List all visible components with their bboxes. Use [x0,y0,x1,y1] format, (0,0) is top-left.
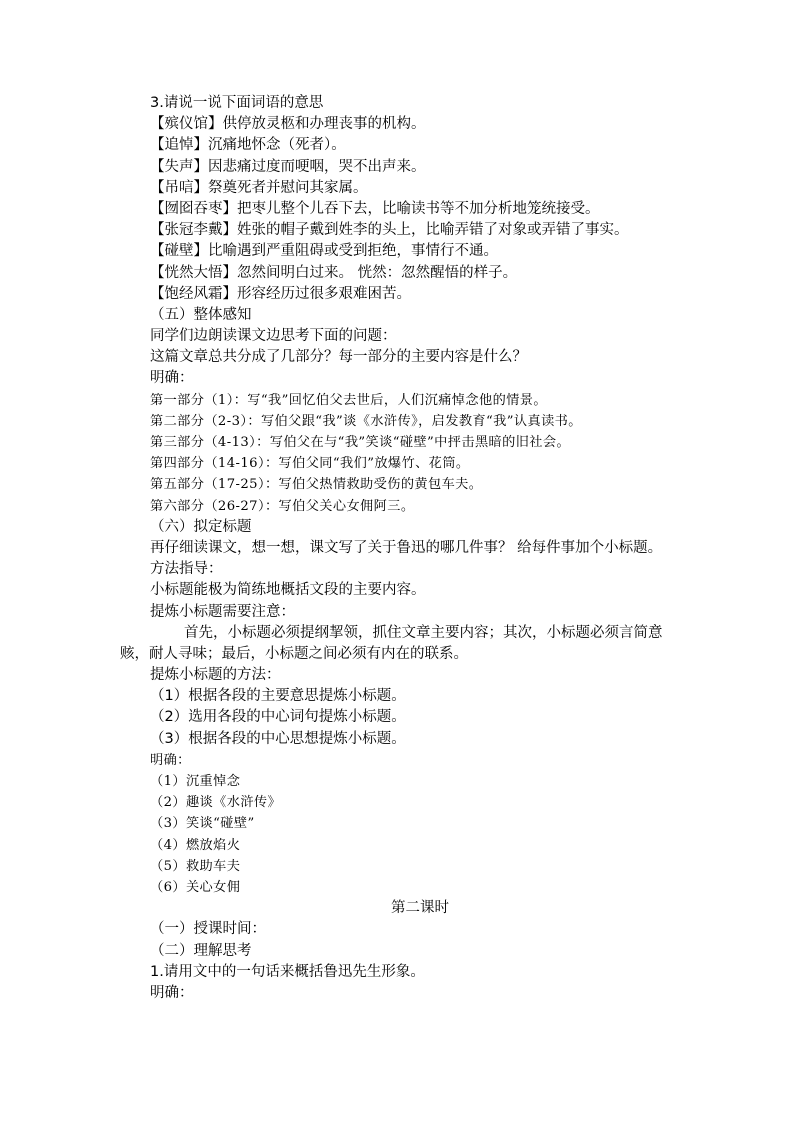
part-6-heading: （六）拟定标题 [150,518,252,535]
answer-label: 明确： [150,752,191,768]
vocab-item: 【碰壁】比喻遇到严重阻碍或受到拒绝，事情行不通。 [150,243,498,260]
part-summary: 第一部分（1）：写“我”回忆伯父去世后，人们沉痛悼念他的情景。 [150,392,547,408]
lesson-2-question-1: 1.请用文中的一句话来概括鲁迅先生形象。 [150,963,425,980]
subtitle-item: （1）沉重悼念 [150,774,241,790]
vocab-item: 【追悼】沉痛地怀念（死者）。 [150,137,346,154]
part-summary: 第三部分（4-13）：写伯父在与“我”笑谈“碰壁”中抨击黑暗的旧社会。 [150,435,571,450]
vocab-item: 【失声】因悲痛过度而哽咽，哭不出声来。 [150,158,426,175]
part-summary: 第六部分（26-27）：写伯父关心女佣阿三。 [150,498,415,514]
vocab-item: 【吊唁】祭奠死者并慰问其家属。 [150,179,368,196]
notice-text: 首先，小标题必须提纲挈领，抓住文章主要内容；其次，小标题必须言简意赅，耐人寻味；最后，小标题之间必须有内在的联系。 [120,624,663,662]
vocab-item: 【殡仪馆】供停放灵柩和办理丧事的机构。 [150,116,426,133]
part-5-intro: 同学们边朗读课文边思考下面的问题： [150,328,397,345]
notice-label: 提炼小标题需要注意： [150,603,295,620]
part-summary: 第五部分（17-25）：写伯父热情救助受伤的黄包车夫。 [150,477,483,493]
subtitle-item: （6）关心女佣 [150,879,241,895]
subtitle-item: （5）救助车夫 [150,858,241,874]
lesson-2-title: 第二课时 [391,900,449,917]
vocab-item: 【饱经风霜】形容经历过很多艰难困苦。 [150,285,411,302]
part-6-question: 再仔细读课文，想一想，课文写了关于鲁迅的哪几件事？ 给每件事加个小标题。 [150,539,663,556]
method-description: 小标题能极为简练地概括文段的主要内容。 [150,582,426,599]
lesson-2-time: （一）授课时间： [150,921,266,938]
subtitle-item: （2）趣谈《水浒传》 [150,795,282,811]
vocab-item: 【囫囵吞枣】把枣儿整个儿吞下去，比喻读书等不加分析地笼统接受。 [150,200,600,217]
methods-label: 提炼小标题的方法： [150,667,281,684]
part-summary: 第二部分（2-3）：写伯父跟“我”谈《水浒传》，启发教育“我”认真读书。 [150,413,582,429]
vocab-item: 【恍然大悟】忽然间明白过来。 恍然：忽然醒悟的样子。 [150,264,518,281]
lesson-2-heading: （二）理解思考 [150,942,252,959]
document-body [120,93,680,1004]
method-item: （3）根据各段的中心思想提炼小标题。 [150,730,406,747]
part-summary: 第四部分（14-16）：写伯父同“我们”放爆竹、花筒。 [150,456,470,472]
method-item: （2）选用各段的中心词句提炼小标题。 [150,709,406,726]
subtitle-item: （4）燃放焰火 [150,837,241,853]
vocab-item: 【张冠李戴】姓张的帽子戴到姓李的头上，比喻弄错了对象或弄错了事实。 [150,222,629,239]
subtitle-item: （3）笑谈“碰壁” [150,816,255,832]
lesson-2-answer-label: 明确： [150,984,194,1001]
part-5-answer-label: 明确： [150,370,194,387]
method-item: （1）根据各段的主要意思提炼小标题。 [150,688,406,705]
part-5-heading: （五）整体感知 [150,306,252,323]
part-5-question: 这篇文章总共分成了几部分？每一部分的主要内容是什么？ [150,349,527,366]
section-3-title: 3.请说一说下面词语的意思 [150,95,324,111]
method-label: 方法指导： [150,561,223,578]
